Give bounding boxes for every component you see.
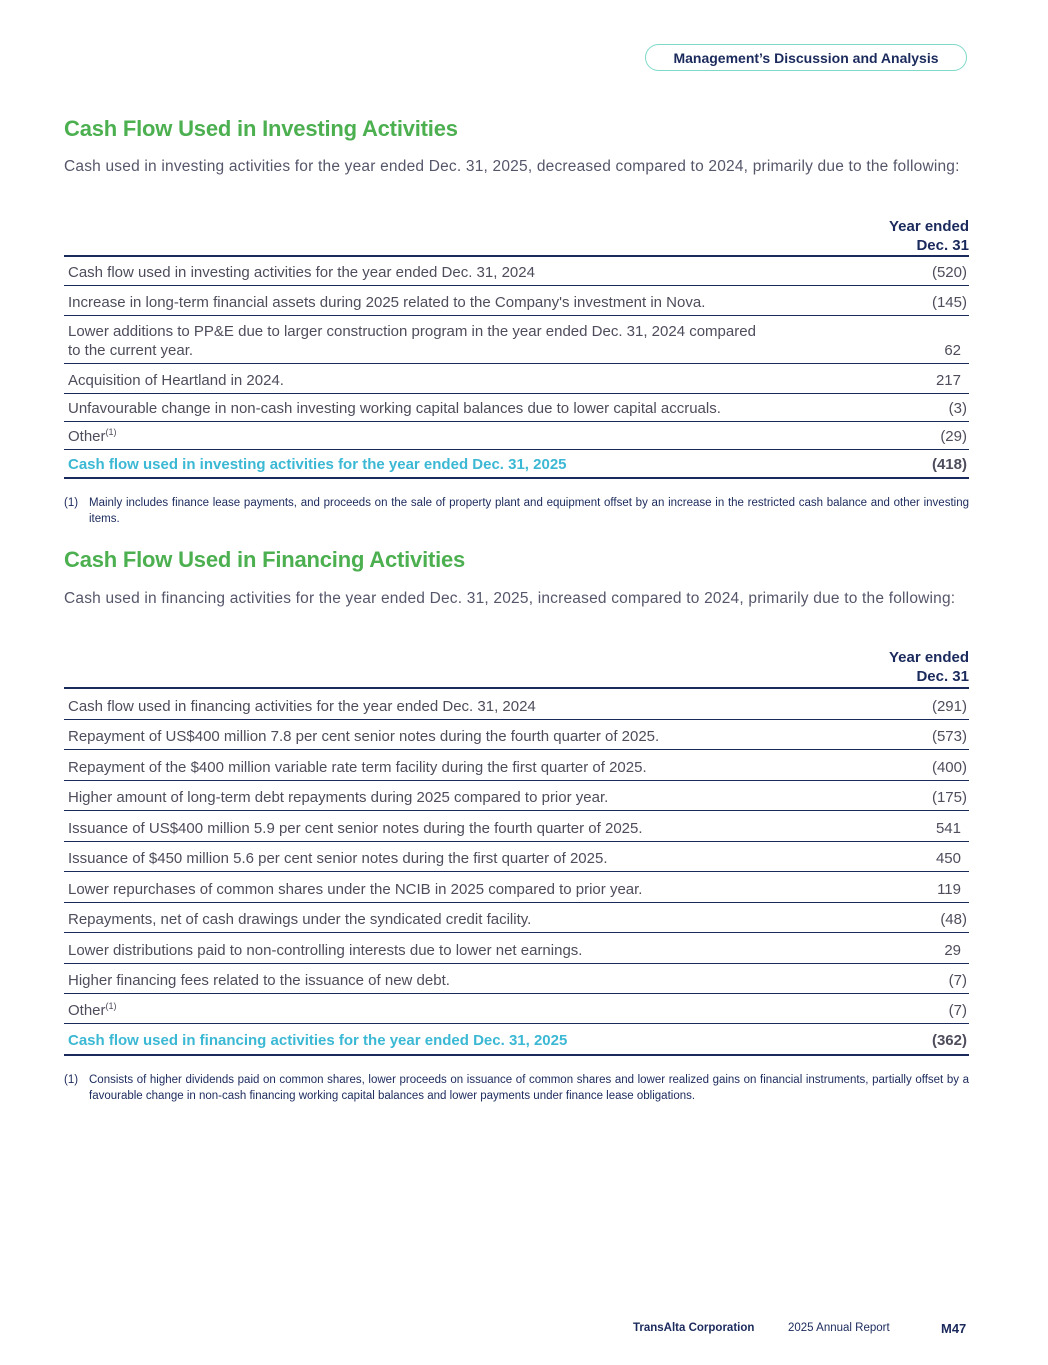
row-value: 29 — [944, 942, 961, 959]
row-label-line2: to the current year. — [68, 342, 194, 359]
other-label: Other — [68, 428, 106, 445]
financing-title: Cash Flow Used in Financing Activities — [64, 547, 466, 572]
row-label: Lower repurchases of common shares under the NCIB in 2025 compared to prior year. — [68, 881, 643, 898]
row-value: (175) — [931, 789, 967, 806]
footnote-marker: (1) — [105, 427, 117, 437]
row-value: 119 — [937, 881, 961, 898]
investing-column-header-line2: Dec. 31 — [916, 237, 969, 254]
row-value: 541 — [935, 820, 961, 837]
row-value: (400) — [931, 759, 967, 776]
footnote-number: (1) — [64, 497, 79, 509]
row-label — [68, 322, 756, 360]
investing-column-header-line1: Year ended — [888, 218, 969, 235]
financing-column-header-line2: Dec. 31 — [916, 668, 969, 685]
investing-intro: Cash used in investing activities for the year ended Dec. 31, 2025, decreased compared to 2024, primarily due to the following: — [64, 158, 960, 175]
table-row — [64, 781, 969, 811]
table-row — [64, 842, 969, 872]
footnote-marker: (1) — [105, 1001, 117, 1011]
financing-column-header — [64, 648, 973, 686]
investing-footnote — [64, 495, 969, 527]
row-label — [68, 423, 117, 446]
table-row — [64, 994, 969, 1024]
row-value: (29) — [940, 428, 967, 445]
table-row — [64, 964, 969, 994]
investing-title: Cash Flow Used in Investing Activities — [64, 116, 458, 141]
row-label: Higher financing fees related to the issuance of new debt. — [68, 972, 450, 989]
row-label: Unfavourable change in non-cash investing working capital balances due to lower capital accruals. — [68, 400, 721, 417]
row-value: 62 — [944, 342, 961, 359]
row-label: Repayment of US$400 million 7.8 per cent senior notes during the fourth quarter of 2025. — [68, 728, 660, 745]
table-total-row — [64, 450, 969, 479]
row-value: (573) — [931, 728, 967, 745]
investing-column-header — [64, 217, 973, 255]
row-value: (520) — [931, 264, 967, 281]
footnote-text: Consists of higher dividends paid on common shares, lower proceeds on issuance of common shares and lower realized gains on financial instruments, partially offset by a favourable change in non-cash financing working capital balances and lower payments under finance lease obligations. — [89, 1074, 969, 1102]
table-row — [64, 257, 969, 286]
table-row — [64, 422, 969, 450]
row-label: Issuance of US$400 million 5.9 per cent senior notes during the fourth quarter of 2025. — [68, 820, 643, 837]
row-value: (48) — [940, 911, 967, 928]
section-header-label: Management’s Discussion and Analysis — [645, 44, 967, 71]
row-value: (3) — [948, 400, 967, 417]
table-row — [64, 903, 969, 933]
row-label: Higher amount of long-term debt repayments during 2025 compared to prior year. — [68, 789, 609, 806]
total-value: (362) — [931, 1032, 967, 1049]
row-value: (291) — [931, 698, 967, 715]
table-row — [64, 933, 969, 964]
table-row — [64, 316, 969, 364]
row-label: Cash flow used in investing activities for the year ended Dec. 31, 2024 — [68, 264, 535, 281]
financing-table — [64, 687, 969, 1056]
table-row — [64, 364, 969, 394]
row-label: Acquisition of Heartland in 2024. — [68, 372, 284, 389]
row-value: 217 — [935, 372, 961, 389]
financing-footnote — [64, 1072, 969, 1104]
row-label — [68, 997, 117, 1020]
total-label: Cash flow used in investing activities for the year ended Dec. 31, 2025 — [68, 456, 567, 473]
row-value: (7) — [948, 1002, 967, 1019]
row-value: 450 — [935, 850, 961, 867]
row-label: Issuance of $450 million 5.6 per cent senior notes during the first quarter of 2025. — [68, 850, 608, 867]
table-row — [64, 689, 969, 720]
table-row — [64, 394, 969, 422]
table-row — [64, 872, 969, 903]
row-value: (7) — [948, 972, 967, 989]
table-row — [64, 750, 969, 781]
table-row — [64, 720, 969, 750]
table-total-row — [64, 1024, 969, 1056]
row-label: Lower distributions paid to non-controlling interests due to lower net earnings. — [68, 942, 583, 959]
total-label: Cash flow used in financing activities for the year ended Dec. 31, 2025 — [68, 1032, 568, 1049]
other-label: Other — [68, 1002, 106, 1019]
investing-table — [64, 255, 969, 479]
footer-company: TransAlta Corporation — [633, 1322, 755, 1334]
row-label: Repayments, net of cash drawings under the syndicated credit facility. — [68, 911, 532, 928]
page-number: M47 — [941, 1321, 967, 1336]
table-row — [64, 811, 969, 842]
row-label-line1: Lower additions to PP&E due to larger construction program in the year ended Dec. 31, 2024 compared — [68, 323, 756, 340]
footer-report: 2025 Annual Report — [788, 1322, 890, 1334]
row-label: Repayment of the $400 million variable rate term facility during the first quarter of 2025. — [68, 759, 647, 776]
financing-column-header-line1: Year ended — [888, 649, 969, 666]
row-label: Cash flow used in financing activities for the year ended Dec. 31, 2024 — [68, 698, 536, 715]
table-row — [64, 286, 969, 316]
footnote-text: Mainly includes finance lease payments, and proceeds on the sale of property plant and equipment offset by an increase in the restricted cash balance and other investing items. — [89, 497, 969, 525]
footnote-number: (1) — [64, 1074, 79, 1086]
row-value: (145) — [931, 294, 967, 311]
total-value: (418) — [931, 456, 967, 473]
financing-intro: Cash used in financing activities for the year ended Dec. 31, 2025, increased compared to 2024, primarily due to the following: — [64, 590, 956, 607]
row-label: Increase in long-term financial assets during 2025 related to the Company's investment in Nova. — [68, 294, 706, 311]
